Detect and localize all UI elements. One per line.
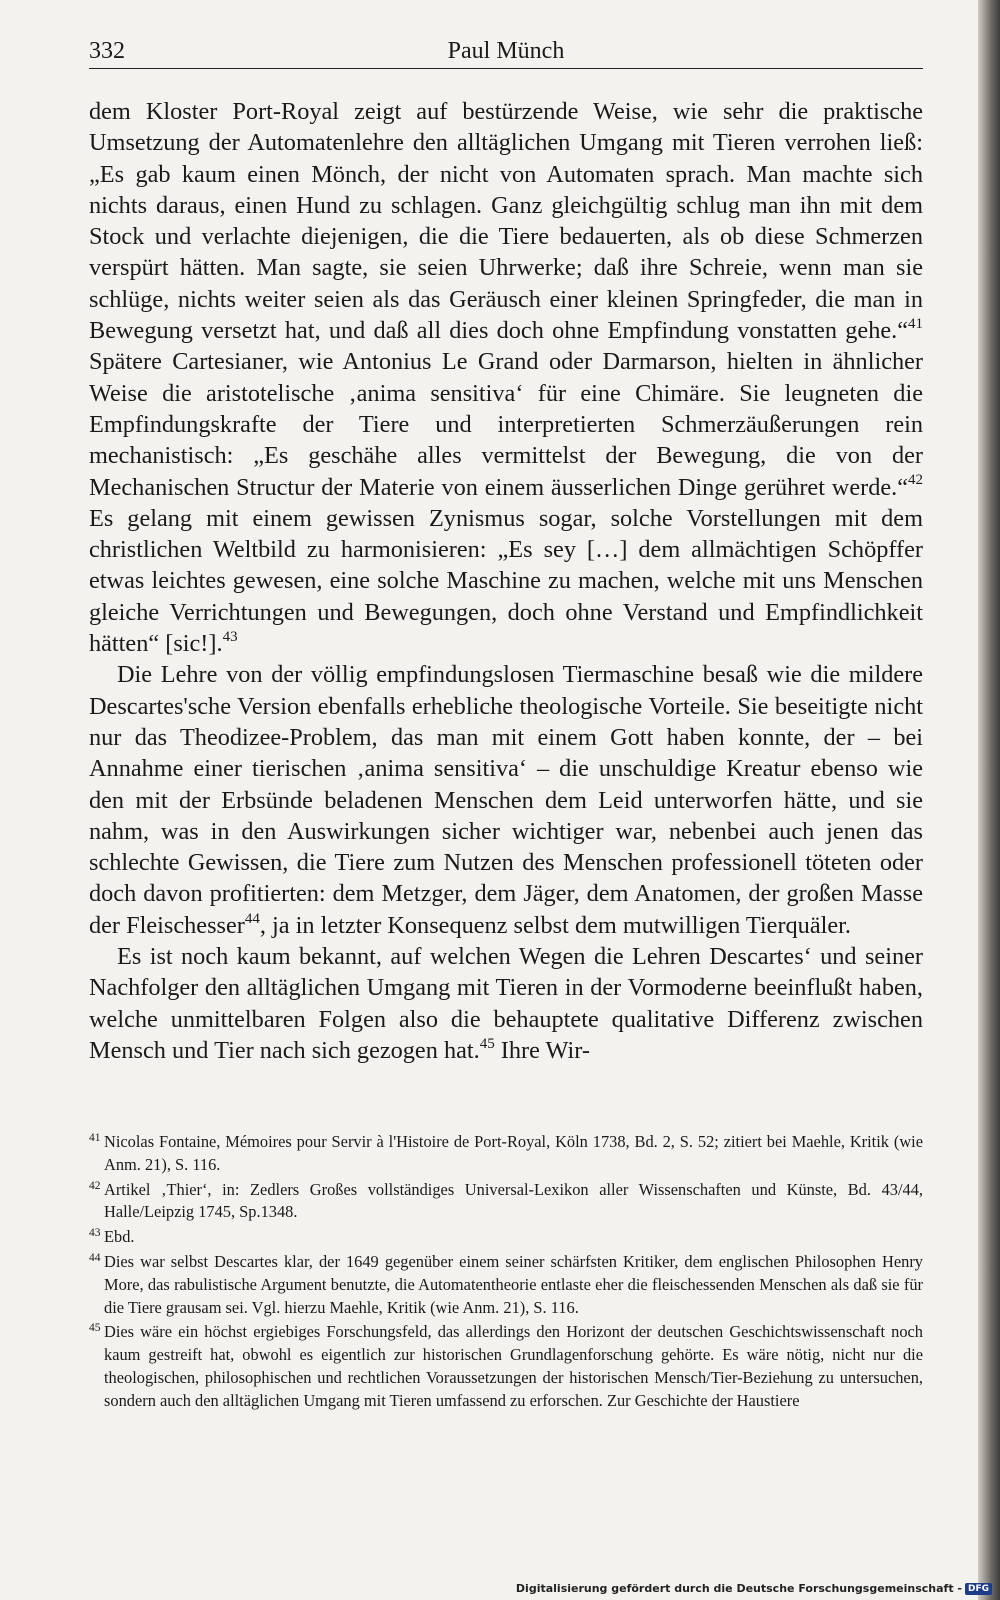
footnote-ref-41: 41 [908, 315, 923, 332]
digitization-credit [516, 1582, 992, 1595]
paragraph-text: Die Lehre von der völlig empfindungslosen Tiermaschine besaß wie die mildere Descartes'sche Version ebenfalls erhebliche theologische Vorteile. Sie beseitigte nicht nur das Theodizee-Problem, das man mit einem Gott haben konnte, der – bei Annahme einer tierischen ‚anima sensitiva‘ – die unschuldige Kreatur ebenso wie den mit der Erbsünde beladenen Menschen dem Leid unterworfen hätte, und sie nahm, was in den Auswirkungen sicher wichtiger war, nebenbei auch jenen das schlechte Gewissen, die Tiere zum Nutzen des Menschen professionell töteten oder doch davon profitierten: dem Metzger, dem Jäger, dem Anatomen, der großen Masse der Fleischesser [89, 661, 923, 939]
paragraph-text: Spätere Cartesianer, wie Antonius Le Grand oder Darmarson, hielten in ähnlicher Weise die aristotelische ‚anima sensitiva‘ für eine Chimäre. Sie leugneten die Empfindungskrafte der Tiere und interpretierten Schmerzäußerungen rein mechanistisch: „Es geschähe alles vermittelst der Bewegung, die von der Mechanischen Structur der Materie von einem äusserlichen Dinge gerühret werde.“ [89, 348, 923, 501]
footnote-number: 45 [89, 1322, 101, 1335]
footnote-number: 41 [89, 1132, 101, 1144]
page-edge-shadow [978, 0, 1000, 1600]
paragraph-3 [89, 941, 923, 1066]
footnote-number: 42 [89, 1179, 101, 1192]
footnote-43 [89, 1226, 923, 1249]
footnote-text: Nicolas Fontaine, Mémoires pour Servir à l'Histoire de Port-Royal, Köln 1738, Bd. 2, S. 52; zitiert bei Maehle, Kritik (wie Anm. 21), S. 116. [104, 1132, 923, 1174]
footnote-text: Dies war selbst Descartes klar, der 1649 gegenüber einem seiner schärfsten Kritiker, dem englischen Philosophen Henry More, das rabulistische Argument benutzte, die Automatentheorie entlaste eher die fleischessenden Menschen als daß sie für die Tiere grausam sei. Vgl. hierzu Maehle, Kritik (wie Anm. 21), S. 116. [104, 1251, 923, 1317]
page-number: 332 [89, 38, 125, 64]
page-header [89, 38, 923, 69]
footnote-ref-44: 44 [244, 910, 260, 927]
paragraph-text: Es gelang mit einem gewissen Zynismus sogar, solche Vorstellungen mit dem christlichen Weltbild zu harmonisieren: „Es sey […] dem allmächtigen Schöpffer etwas leichtes gewesen, eine solche Maschine zu machen, welche mit uns Menschen gleiche Verrichtungen und Bewegungen, doch ohne Verstand und Empfindlichkeit hätten“ [sic!]. [89, 504, 923, 658]
body-text [89, 96, 923, 1066]
footnotes [89, 1131, 923, 1415]
footnote-ref-42: 42 [908, 472, 923, 489]
footnote-45 [89, 1321, 923, 1412]
paragraph-text: dem Kloster Port-Royal zeigt auf bestürzende Weise, wie sehr die praktische Umsetzung der Automatenlehre den alltäglichen Umgang mit Tieren verrohen ließ: „Es gab kaum einen Mönch, der nicht von Automaten sprach. Man machte sich nichts daraus, einen Hund zu schlagen. Ganz gleichgültig schlug man ihn mit dem Stock und verlachte diejenigen, die die Tiere bedauerten, als ob diese Schmerzen verspürt hätten. Man sagte, sie seien Uhrwerke; daß ihre Schreie, wenn man sie schlüge, nichts weiter seien als das Geräusch einer kleinen Springfeder, die man in Bewegung versetzt hat, und daß all dies doch ohne Empfindung vonstatten gehe.“ [89, 98, 923, 345]
footnote-text: Dies wäre ein höchst ergiebiges Forschungsfeld, das allerdings den Horizont der deutschen Geschichtswissenschaft noch kaum gestreift hat, obwohl es eigentlich zur historischen Grundlagenforschung gehörte. Es wäre nötig, nicht nur die theologischen, philosophischen und rechtlichen Voraussetzungen der historischen Mensch/Tier-Beziehung zu untersuchen, sondern auch den alltäglichen Umgang mit Tieren umfassend zu erforschen. Zur Geschichte der Haustiere [104, 1322, 923, 1410]
footnote-41 [89, 1131, 923, 1177]
credit-text: Digitalisierung gefördert durch die Deutsche Forschungsgemeinschaft - [515, 1582, 962, 1595]
paragraph-text: , ja in letzter Konsequenz selbst dem mutwilligen Tierquäler. [259, 911, 851, 939]
running-head: Paul Münch [447, 38, 565, 64]
paragraph-1 [89, 96, 923, 659]
footnote-ref-43: 43 [222, 628, 238, 645]
dfg-logo-icon: DFG [965, 1583, 992, 1595]
footnote-text: Artikel ‚Thier‘, in: Zedlers Großes vollständiges Universal-Lexikon aller Wissenschaften und Künste, Bd. 43/44, Halle/Leipzig 1745, Sp.1348. [104, 1179, 923, 1222]
paragraph-text: Ihre Wir- [494, 1036, 590, 1064]
footnote-number: 44 [89, 1251, 101, 1264]
footnote-44 [89, 1251, 923, 1319]
footnote-ref-45: 45 [479, 1035, 495, 1052]
paragraph-2 [89, 659, 923, 941]
footnote-text: Ebd. [104, 1227, 135, 1247]
paragraph-text: Es ist noch kaum bekannt, auf welchen Wegen die Lehren Descartes‘ und seiner Nachfolger den alltäglichen Umgang mit Tieren in der Vormoderne beeinflußt haben, welche unmittelbaren Folgen also die behauptete qualitative Differenz zwischen Mensch und Tier nach sich gezogen hat. [89, 943, 923, 1064]
footnote-number: 43 [89, 1227, 101, 1240]
footnote-42 [89, 1179, 923, 1225]
